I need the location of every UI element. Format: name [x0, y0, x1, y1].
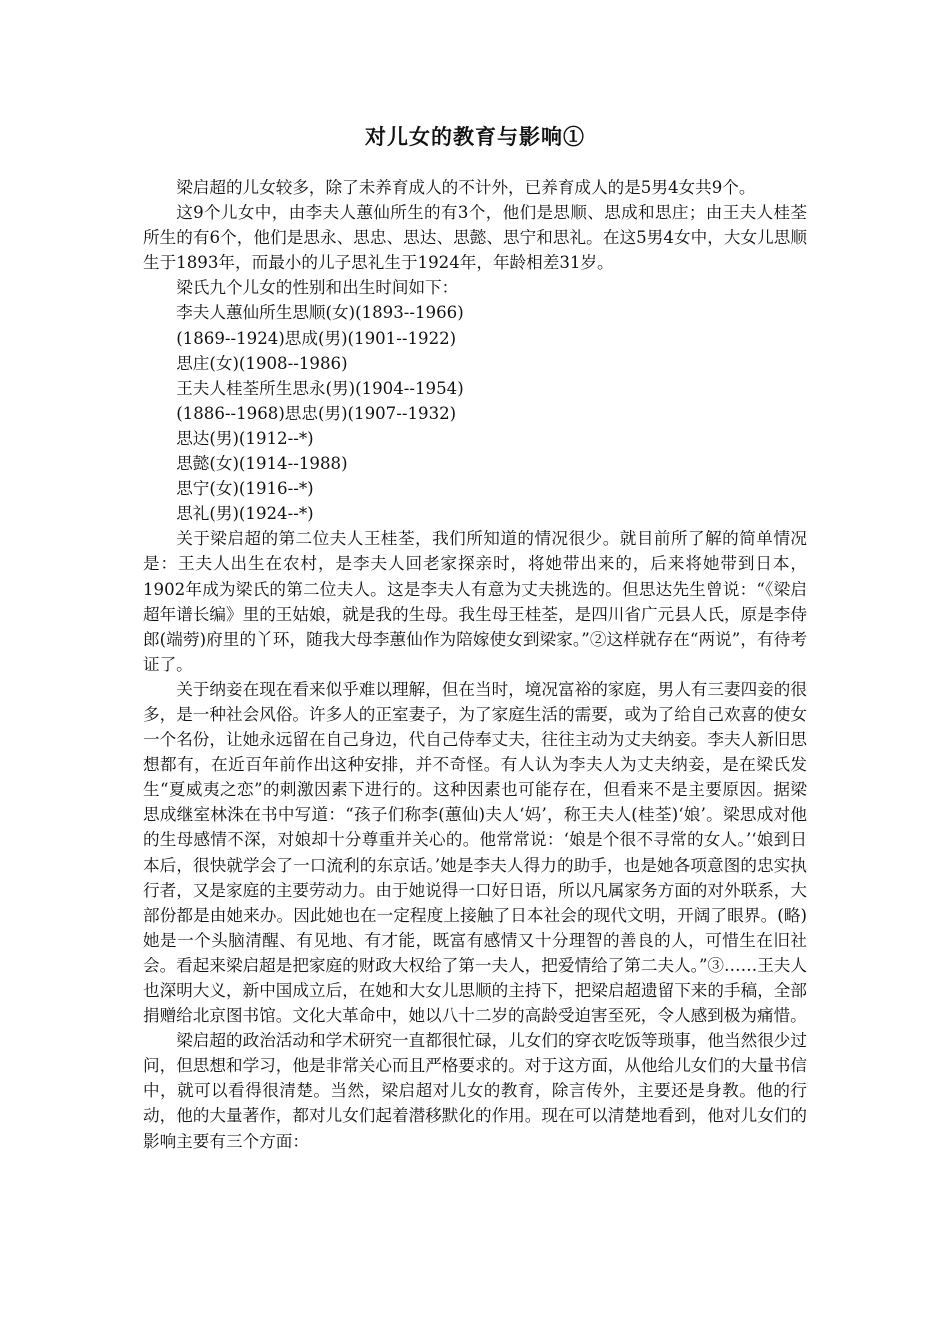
list-item: (1869--1924)思成(男)(1901--1922) [176, 328, 457, 348]
list-item: (1886--1968)思忠(男)(1907--1932) [176, 403, 457, 423]
paragraph-intro: 梁启超的儿女较多，除了未养育成人的不计外，已养育成人的是5男4女共9个。 [176, 178, 756, 197]
paragraph-list-heading: 梁氏九个儿女的性别和出生时间如下： [176, 278, 459, 298]
list-item: 思庄(女)(1908--1986) [176, 353, 348, 373]
document-body [143, 175, 807, 1154]
list-item: 王夫人桂荃所生思永(男)(1904--1954) [176, 378, 464, 398]
paragraph-children-mothers: 这9个儿女中，由李夫人蕙仙所生的有3个，他们是思顺、思成和思庄；由王夫人桂荃所生的有6个，他们是思永、思忠、思达、思懿、思宁和思礼。在这5男4女中，大女儿思顺生于1893年，而最小的儿子思礼生于1924年，年龄相差31岁。 [143, 203, 807, 273]
list-item: 思礼(男)(1924--*) [176, 504, 314, 524]
list-item: 思宁(女)(1916--*) [176, 479, 314, 499]
list-item: 思懿(女)(1914--1988) [176, 454, 348, 474]
paragraph-concubinage: 关于纳妾在现在看来似乎难以理解，但在当时，境况富裕的家庭，男人有三妻四妾的很多，是一种社会风俗。许多人的正室妻子，为了家庭生活的需要，或为了给自己欢喜的使女一个名份，让她永远留在自己身边，代自己侍奉丈夫，往往主动为丈夫纳妾。李夫人新旧思想都有，在近百年前作出这种安排，并不奇怪。有人认为李夫人为丈夫纳妾，是在梁氏发生“夏威夷之恋”的刺激因素下进行的。这种因素也可能存在，但看来不是主要原因。据梁思成继室林洙在书中写道：“孩子们称李(蕙仙)夫人‘妈’，称王夫人(桂荃)‘娘’。梁思成对他的生母感情不深，对娘却十分尊重并关心的。他常常说：‘娘是个很不寻常的女人。’‘娘到日本后，很快就学会了一口流利的东京话。’她是李夫人得力的助手，也是她各项意图的忠实执行者，又是家庭的主要劳动力。由于她说得一口好日语，所以凡属家务方面的对外联系，大部份都是由她来办。因此她也在一定程度上接触了日本社会的现代文明，开阔了眼界。(略)她是一个头脑清醒、有见地、有才能，既富有感情又十分理智的善良的人，可惜生在旧社会。看起来梁启超是把家庭的财政大权给了第一夫人，把爱情给了第二夫人。”③……王夫人也深明大义，新中国成立后，在她和大女儿思顺的主持下，把梁启超遗留下来的手稿，全部捐赠给北京图书馆。文化大革命中，她以八十二岁的高龄受迫害至死，令人感到极为痛惜。 [143, 679, 807, 1026]
page-title: 对儿女的教育与影响① [365, 124, 585, 149]
list-item: 李夫人蕙仙所生思顺(女)(1893--1966) [176, 303, 464, 323]
list-item: 思达(男)(1912--*) [176, 428, 314, 448]
paragraph-second-wife: 关于梁启超的第二位夫人王桂荃，我们所知道的情况很少。就目前所了解的简单情况是：王夫人出生在农村，是李夫人回老家探亲时，将她带出来的，后来将她带到日本，1902年成为梁氏的第二位夫人。这是李夫人有意为丈夫挑选的。但思达先生曾说：“《梁启超年谱长编》里的王姑娘，就是我的生母。我生母王桂荃，是四川省广元县人氏，原是李侍郎(端䓖)府里的丫环，随我大母李蕙仙作为陪嫁使女到梁家。”②这样就存在“两说”，有待考证了。 [143, 529, 807, 674]
paragraph-education: 梁启超的政治活动和学术研究一直都很忙碌，儿女们的穿衣吃饭等琐事，他当然很少过问，但思想和学习，他是非常关心而且严格要求的。对于这方面，从他给儿女们的大量书信中，就可以看得很清楚。当然，梁启超对儿女的教育，除言传外，主要还是身教。他的行动，他的大量著作，都对儿女们起着潜移默化的作用。现在可以清楚地看到，他对儿女们的影响主要有三个方面： [143, 1031, 807, 1151]
